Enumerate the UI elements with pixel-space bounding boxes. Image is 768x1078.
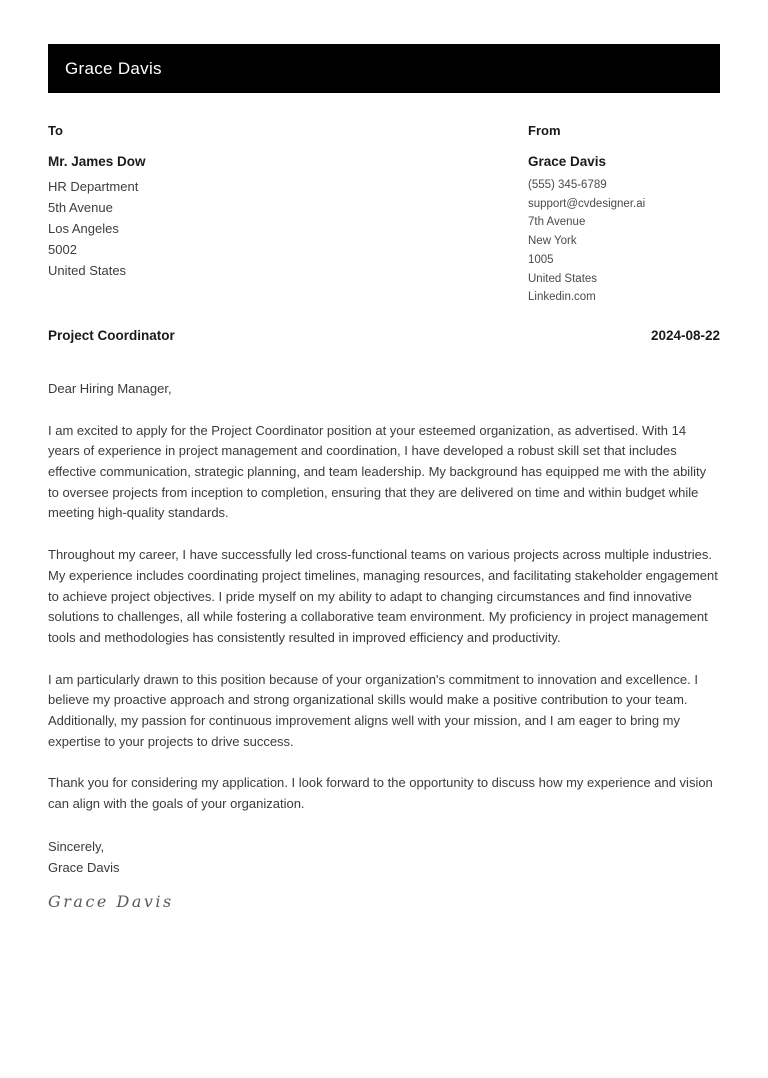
recipient-address-lines	[48, 176, 146, 281]
sender-line: United States	[528, 272, 598, 285]
recipient-line: 5th Avenue	[48, 200, 113, 215]
closing-name: Grace Davis	[48, 860, 120, 876]
sender-phone: (555) 345-6789	[528, 179, 607, 191]
closing-block	[48, 836, 720, 879]
sender-line: 7th Avenue	[528, 216, 586, 229]
recipient-block	[48, 123, 146, 307]
sender-label: From	[528, 123, 561, 138]
recipient-line: United States	[48, 263, 127, 278]
sender-block	[528, 123, 720, 307]
job-title: Project Coordinator	[48, 327, 175, 343]
sender-contact-lines	[528, 176, 720, 307]
header-name: Grace Davis	[65, 58, 162, 78]
sender-line: New York	[528, 235, 577, 248]
sender-email: support@cvdesigner.ai	[528, 197, 646, 210]
recipient-line: HR Department	[48, 179, 139, 194]
recipient-line: Los Angeles	[48, 221, 119, 236]
body-paragraph-2: Throughout my career, I have successfully led cross-functional teams on various projects across multiple industries. My experience includes coordinating project timelines, managing resources, and facilitating stakeholder engagement to achieve project objectives. I pride myself on my ability to adapt to changing circumstances and find innovative solutions to challenges, all while fostering a collaborative team environment. My proficiency in project management tools and methodologies has consistently resulted in improved efficiency and productivity.	[48, 547, 718, 645]
recipient-name: Mr. James Dow	[48, 154, 146, 169]
closing-word: Sincerely,	[48, 838, 105, 854]
letter-date: 2024-08-22	[650, 327, 720, 343]
recipient-line: 5002	[48, 242, 77, 257]
letter-content	[0, 123, 768, 911]
sender-line: 1005	[528, 253, 554, 266]
sender-linkedin: Linkedin.com	[528, 291, 596, 304]
sender-name: Grace Davis	[528, 154, 607, 169]
body-paragraph-3: I am particularly drawn to this position because of your organization's commitment to innovation and excellence. I believe my proactive approach and strong organizational skills would make a positive contribution to your team. Additionally, my passion for continuous improvement aligns well with your mission, and I am eager to bring my expertise to your projects to drive success.	[48, 671, 698, 749]
recipient-label: To	[48, 123, 63, 138]
body-paragraph-4: Thank you for considering my application. I look forward to the opportunity to discuss how my experience and vision can align with the goals of your organization.	[48, 775, 713, 812]
body-paragraph-1: I am excited to apply for the Project Coordinator position at your esteemed organization, as advertised. With 14 years of experience in project management and coordination, I have developed a robust skill set that includes effective communication, strategic planning, and team leadership. My background has equipped me with the ability to oversee projects from inception to completion, ensuring that they are delivered on time and within budget while meeting high-quality standards.	[48, 422, 707, 521]
address-section	[48, 123, 720, 307]
subject-row	[48, 328, 720, 343]
salutation: Dear Hiring Manager,	[48, 380, 172, 396]
header-bar	[48, 44, 720, 93]
handwritten-signature: Grace Davis	[48, 891, 174, 911]
